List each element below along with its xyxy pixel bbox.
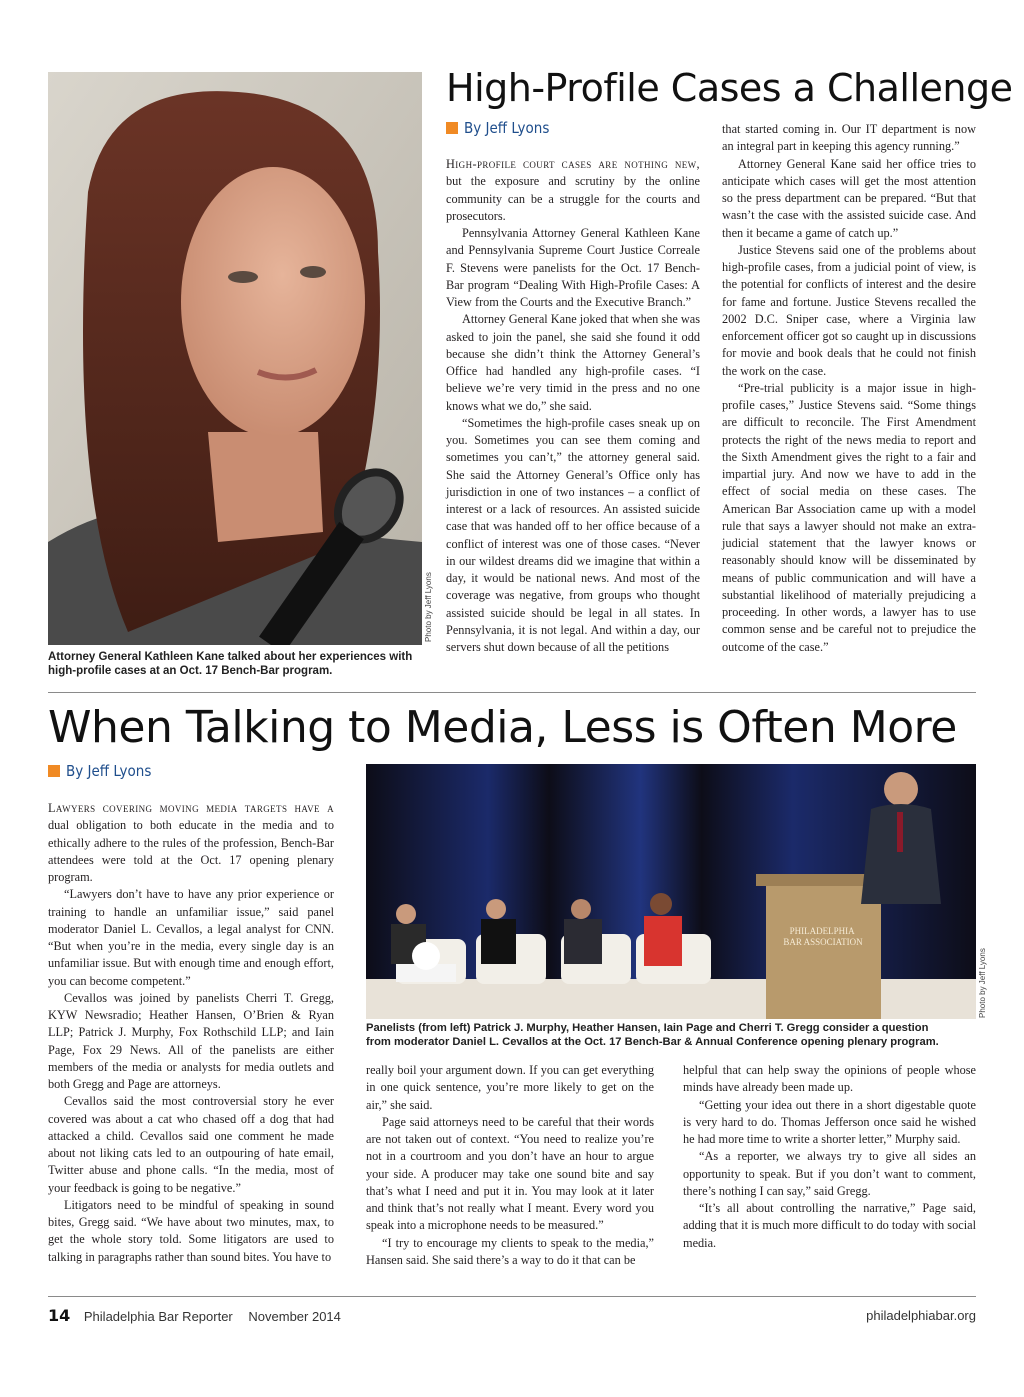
photo-credit-2: Photo by Jeff Lyons: [978, 948, 987, 1018]
article-2-column-1: [48, 800, 334, 1266]
body-paragraph: “Lawyers don’t have to have any prior experience or training to handle an unfamiliar issue,” said panel moderator Daniel L. Cevallos, a legal analyst for CNN. “But when you’re in the media, every single day is an unfamiliar issue. But with enough time and enough effort, you can become competent.”: [48, 887, 334, 988]
body-paragraph: Justice Stevens said one of the problems about high-profile cases, from a judicial point of view, is the potential for conflicts of interest and the desire for fame and fortune. Justice Stevens recalled the 2002 D.C. Sniper case, where a Virginia law enforcement officer got so caught up in discussions for movie and book deals that he could not finish the work on the case.: [722, 242, 976, 378]
kane-photo: [48, 72, 422, 645]
body-paragraph: that started coming in. Our IT department is now an integral part in keeping this agency running.”: [722, 122, 976, 154]
body-paragraph: Pennsylvania Attorney General Kathleen Kane and Pennsylvania Supreme Court Justice Correale F. Stevens were panelists for the Oct. 17 Bench-Bar program “Dealing With High-Profile Cases: A View from the Courts and the Executive Branch.”: [446, 226, 700, 309]
body-paragraph: “Sometimes the high-profile cases sneak up on you. Sometimes you can see them coming and sometimes you can’t,” the attorney general said. She said the Attorney General’s Office only has jurisdiction in one of two instances – a conflict of interest or a lack of resources. An assisted suicide case that was handed off to her office because of a conflict of interest was one of those cases. “Never in our wildest dreams did we imagine that within a day, it would be national news. And most of the coverage was negative, from groups who thought assisted suicide should be legal in all states. In Pennsylvania, it is not legal. And within a day, our servers shut down because of all the petitions: [446, 415, 700, 654]
article-2-column-3: [683, 1062, 976, 1252]
section-divider: [48, 692, 976, 693]
body-paragraph: Page said attorneys need to be careful that their words are not taken out of context. “You need to realize you’re not in a courtroom and you don’t have an hour to argue your side. A producer may take one sound bite and say that’s what I need and put it in. You may look at it later and think that’s not really what I meant. Every word you speak into a microphone needs to be measured.”: [366, 1114, 654, 1233]
body-paragraph: Attorney General Kane joked that when she was asked to join the panel, she said she found it odd because she didn’t think the Attorney General’s Office had handled any high-profile cases. “I believe we’re very timid in the press and no one knows what we do,” she said.: [446, 312, 700, 413]
panel-stage-illustration: [366, 764, 976, 1019]
issue-date: November 2014: [248, 1309, 341, 1324]
article-2-column-2: [366, 1062, 654, 1269]
photo-credit-1: Photo by Jeff Lyons: [424, 572, 433, 642]
body-paragraph: really boil your argument down. If you can get everything in one quick sentence, you’re more likely to get on the air,” she said.: [366, 1063, 654, 1112]
panel-photo: [366, 764, 976, 1019]
article-1-lead-paragraph: High-profile court cases are nothing new, but the exposure and scrutiny by the online community can be a struggle for the courts and prosecutors.: [446, 157, 700, 223]
article-1-column-1: [446, 156, 700, 656]
article-1-column-2: [722, 121, 976, 656]
publication-name: Philadelphia Bar Reporter: [83, 1309, 233, 1324]
byline-square-icon: [48, 765, 60, 777]
body-paragraph: “Getting your idea out there in a short digestable quote is very hard to do. Thomas Jefferson once said he wished he had more time to write a shorter letter,” Murphy said.: [683, 1097, 976, 1146]
body-paragraph: helpful that can help sway the opinions of people whose minds have already been made up.: [683, 1063, 976, 1095]
article-2-headline: When Talking to Media, Less is Often More: [48, 702, 957, 753]
article-1-byline: By Jeff Lyons: [446, 119, 549, 137]
footer-left: [48, 1306, 341, 1325]
article-2-byline: By Jeff Lyons: [48, 762, 151, 780]
body-paragraph: Litigators need to be mindful of speaking in sound bites, Gregg said. “We have about two minutes, max, to get the whole story told. Some litigators are used to talking in paragraphs rather than sound bites. You have to: [48, 1197, 334, 1264]
body-paragraph: Attorney General Kane said her office tries to anticipate which cases will get the most attention so the press department can be prepared. “But that wasn’t the case with the assisted suicide case. And then it became a game of catch up.”: [722, 156, 976, 240]
body-paragraph: “I try to encourage my clients to speak to the media,” Hansen said. She said there’s a way to do it that can be: [366, 1235, 654, 1267]
kane-portrait-illustration: [48, 72, 422, 645]
body-paragraph: Cevallos was joined by panelists Cherri T. Gregg, KYW Newsradio; Heather Hansen, O’Brien & Ryan LLP; Patrick J. Murphy, Fox Rothschild LLP; and Iain Page, Fox 29 News. All of the panelists are either members of the media or analysts for media outlets and both Gregg and Page are attorneys.: [48, 990, 334, 1091]
article-2-lead-paragraph: Lawyers covering moving media targets have a dual obligation to both educate in the media and to ethically adhere to the rules of the profession, Bench-Bar attendees were told at the Oct. 17 opening plenary program.: [48, 801, 334, 884]
body-paragraph: “As a reporter, we always try to give all sides an opportunity to speak. But if you don’t want to comment, there’s nothing I can say,” said Gregg.: [683, 1149, 976, 1198]
article-1-headline: High-Profile Cases a Challenge: [446, 66, 1013, 110]
body-paragraph: “Pre-trial publicity is a major issue in high-profile cases,” Justice Stevens said. “Some things are difficult to reconcile. The First Amendment protects the right of the news media to report and the Sixth Amendment gives the right to a fair and impartial jury. And now we have to add in the effect of social media on these cases. The American Bar Association came up with a model rule that says a lawyer should not make an extra-judicial statement that the lawyer knows or reasonably should know will be disseminated by means of public communication and will have a substantial likelihood of materially prejudicing a proceeding. In other words, a lawyer has to use common sense and be careful not to prejudice the outcome of the case.”: [722, 380, 976, 654]
footer-divider: [48, 1296, 976, 1297]
kane-photo-caption: Attorney General Kathleen Kane talked about her experiences with high-profile cases at an Oct. 17 Bench-Bar program.: [48, 651, 413, 677]
body-paragraph: Cevallos said the most controversial story he ever covered was about a cat who chased off a dog that had attacked a child. Cevallos said one comment he made about not liking cats led to an outpouring of hate email, Twitter abuse and phone calls. “In the media, most of your feedback is going to be negative.”: [48, 1094, 334, 1195]
podium-label-text: PHILADELPHIA BAR ASSOCIATION: [783, 926, 863, 947]
page-number: 14: [48, 1306, 71, 1325]
panel-photo-caption: Panelists (from left) Patrick J. Murphy, Heather Hansen, Iain Page and Cherri T. Gregg consider a question from moderator Daniel L. Cevallos at the Oct. 17 Bench-Bar & Annual Conference opening plenary program.: [366, 1022, 939, 1048]
byline-square-icon: [446, 122, 458, 134]
footer-website[interactable]: philadelphiabar.org: [866, 1308, 976, 1323]
body-paragraph: “It’s all about controlling the narrative,” Page said, adding that it is much more difficult to do today with social media.: [683, 1201, 976, 1250]
